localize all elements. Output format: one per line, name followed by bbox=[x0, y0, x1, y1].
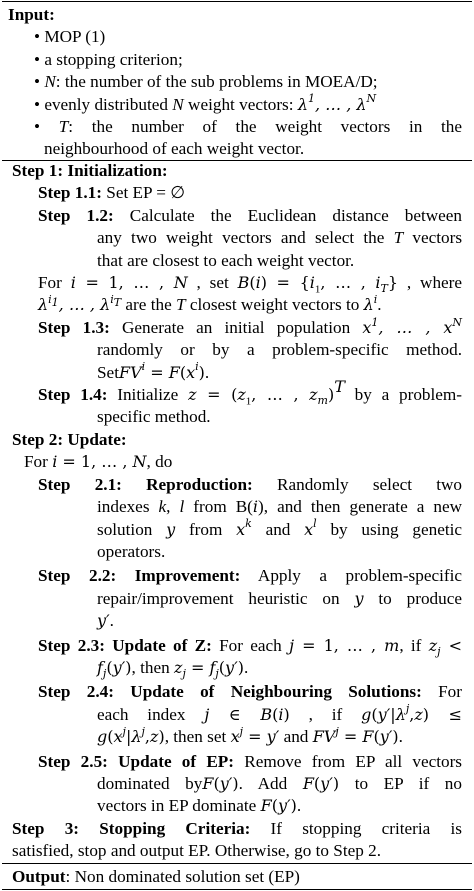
rule-bottom bbox=[2, 889, 472, 890]
input-item-stopping: • a stopping criterion; bbox=[34, 49, 183, 69]
rule-output-separator bbox=[2, 863, 472, 864]
algorithm-section bbox=[0, 160, 474, 863]
step1-heading: Step 1: Initialization: bbox=[12, 161, 168, 180]
input-heading: Input: bbox=[8, 5, 55, 24]
input-item-n: • N: the number of the sub problems in MOEA/D; bbox=[34, 72, 378, 92]
input-item-mop: • MOP (1) bbox=[34, 27, 106, 47]
step2-2: Step 2.2: Improvement: Apply a problem-specific repair/improvement heuristic on y to produce y′. bbox=[38, 566, 462, 631]
input-item-t: • T: the number of the weight vectors in the bbox=[34, 117, 462, 137]
step2-5: Step 2.5: Update of EP: Remove from EP all vectors dominated byF(y′). Add F(y′) to EP if no vectors in EP dominate F(y′). bbox=[38, 751, 462, 816]
step1-3: Step 1.3: Generate an initial population $x^1$, … , $x^N$ randomly or by a problem-specific method. SetFV$^i$ = $F(x^i)$. bbox=[38, 315, 463, 382]
step1-1: Step 1.1: Set EP = ∅ bbox=[38, 183, 186, 203]
rule-top bbox=[2, 1, 472, 2]
input-section bbox=[0, 4, 474, 161]
step1-4: Step 1.4: Initialize $z = (z_1$, … , $z_m)^T$ by a problem- specific method. bbox=[38, 377, 463, 427]
input-item-weights: • evenly distributed N weight vectors: $\lambda^1$, … , $\lambda^N$ bbox=[34, 92, 377, 114]
step2-for: For i = 1, … , N, do bbox=[24, 452, 173, 472]
step2-heading: Step 2: Update: bbox=[12, 429, 127, 449]
output-line: Output: Non dominated solution set (EP) bbox=[12, 867, 300, 886]
step1-2: Step 1.2: Calculate the Euclidean distance between any two weight vectors and select the T vectors that are closest to each weight vector. bbox=[38, 205, 463, 270]
step2-1: Step 2.1: Reproduction: Randomly select two indexes k, l from B(i), and then generate a new solution y from $x^k$ and $x^l$ by using genetic operators. bbox=[38, 474, 463, 561]
step2-4: Step 2.4: Update of Neighbouring Solutions: For each index j ∈ B(i) , if $g(y'|\lambda^j,z)$ ≤ $g(x^j|\lambda^j,z)$, then set $x^j = y'$ and $FV^j = F(y')$. bbox=[38, 682, 463, 747]
output-section bbox=[0, 866, 474, 888]
step3: Step 3: Stopping Criteria: If stopping criteria is satisfied, stop and output EP. Otherwise, go to Step 2. bbox=[12, 818, 462, 861]
input-item-t-cont: neighbourhood of each weight vector. bbox=[44, 139, 305, 159]
step2-3: Step 2.3: Update of Z: For each j = 1, … , m, if $z_j$ < $f_j(y')$, then $z_j = f_j(y')$. bbox=[38, 635, 463, 681]
step1-2-for: For i = 1, … , N , set $B(i) = \{i_1$, … , $i_T$} , where $\lambda^{i_1}$, … , $\lambda^{i_T}$ are the T closest weight vectors to $\lambda^i$. bbox=[38, 273, 463, 315]
